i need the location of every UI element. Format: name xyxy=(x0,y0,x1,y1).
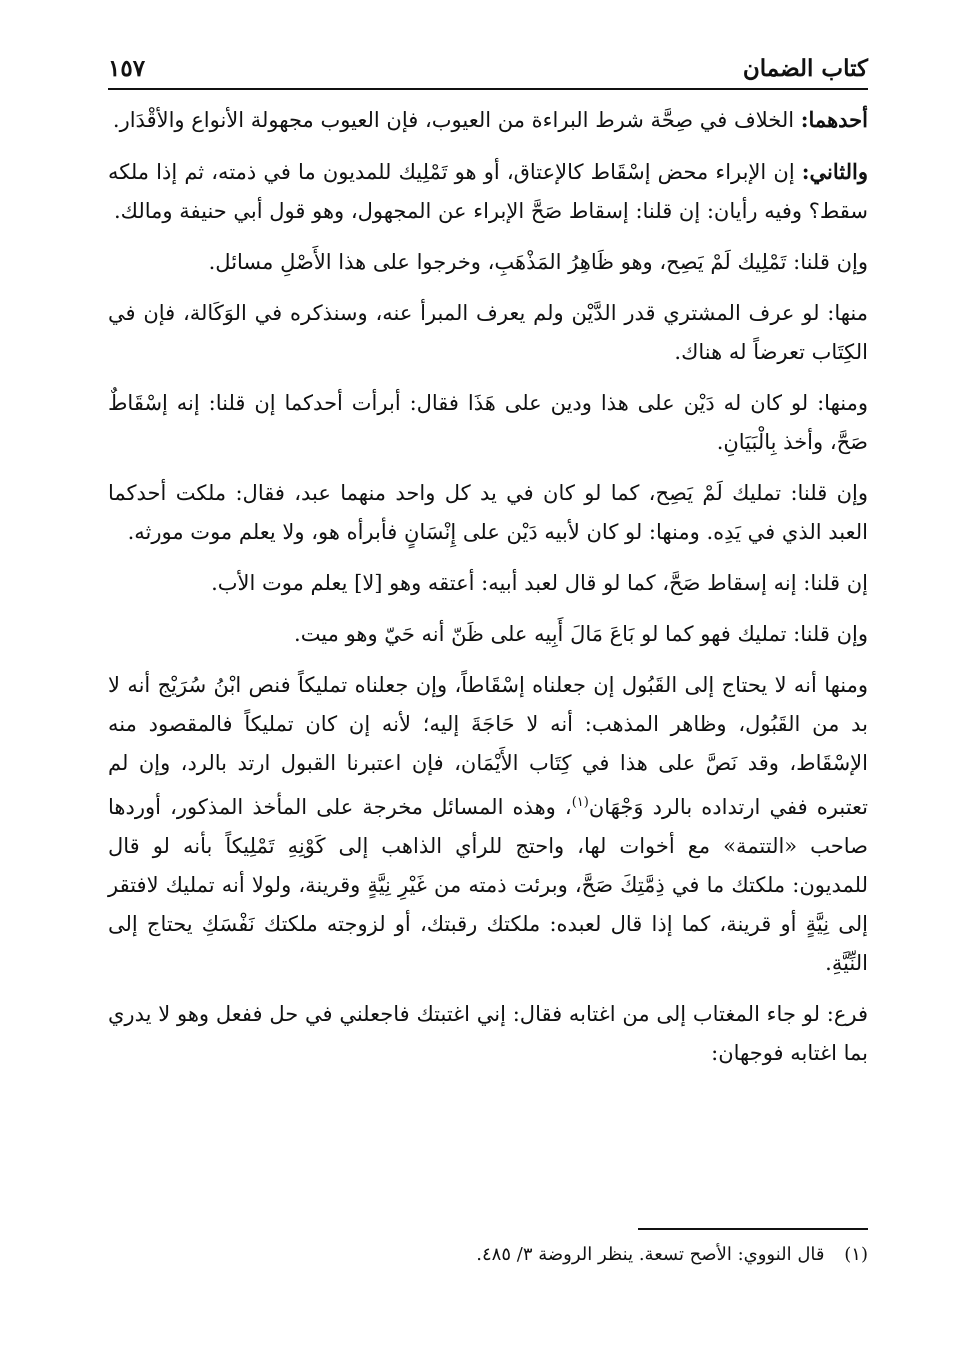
paragraph-9 xyxy=(108,666,868,983)
paragraph-7 xyxy=(108,564,868,603)
paragraph-4 xyxy=(108,294,868,372)
footnote-text: قال النووي: الأصح تسعة. ينظر الروضة ٣/ ٤٨٥. xyxy=(476,1244,825,1265)
paragraph-lead: أحدهما: xyxy=(800,107,868,132)
footnote xyxy=(108,1240,868,1270)
paragraph-text: الخلاف في صِحَّة شرط البراءة من العيوب، فإن العيوب مجهولة الأنواع والأقْدَار. xyxy=(112,108,801,132)
paragraph-text: ومنها: لو كان له دَيْن على هذا ودين على هَذَا فقال: أبرأت أحدكما إن قلنا: إنه إسْقَاطٌ صَحَّ، وأخذ بِالْبَيَانِ. xyxy=(108,391,868,454)
page-number: ١٥٧ xyxy=(108,55,146,82)
paragraph-text: وإن قلنا: تَمْلِيك لَمْ يَصِح، وهو ظَاهِرُ المَذْهَبِ، وخرجوا على هذا الأَصْلِ مسائل. xyxy=(208,250,868,274)
paragraph-text: إن قلنا: إنه إسقاط صَحَّ، كما لو قال لعبد أبيه: أعتقه وهو [لا] يعلم موت الأب. xyxy=(211,571,868,595)
paragraph-1 xyxy=(108,100,868,140)
paragraph-text: منها: لو عرف المشتري قدر الدَّيْن ولم يعرف المبرأ عنه، وسنذكره في الوَكَالة، فإن في الكِتَاب تعرضاً له هناك. xyxy=(108,301,868,364)
header-divider xyxy=(108,88,868,90)
paragraph-8 xyxy=(108,615,868,654)
paragraph-lead: والثاني: xyxy=(801,159,868,184)
paragraph-2 xyxy=(108,152,868,231)
footnote-reference[interactable]: (١) xyxy=(571,795,589,810)
paragraph-6 xyxy=(108,474,868,552)
paragraph-text: ومنها أنه لا يحتاج إلى القَبُول إن جعلناه إسْقَاطاً، وإن جعلناه تمليكاً فنص ابْنُ سُرَيْج أنه لا بد من القَبُول، وظاهر المذهب: أنه لا حَاجَةَ إليه؛ لأنه إن كان تمليكاً فالمقصود منه الإسْقَاط، وقد نَصَّ على هذا في كِتَاب الأَيْمَان، فإن اعتبرنا القبول ارتد بالرد، وإن لم تعتبره ففي ارتداده بالرد وَجْهَان xyxy=(108,673,869,819)
paragraph-10 xyxy=(108,995,868,1073)
paragraph-3 xyxy=(108,243,868,282)
paragraph-text: إن الإبراء محض إسْقَاط كالإعتاق، أو هو تَمْلِيك للمديون ما في ذمته، ثم إذا ملكه سقط؟ وفيه رأيان: إن قلنا: إسقاط صَحَّ الإبراء عن المجهول، وهو قول أبي حنيفة ومالك. xyxy=(108,160,868,223)
paragraph-text: فرع: لو جاء المغتاب إلى من اغتابه فقال: إني اغتبتك فاجعلني في حل ففعل وهو لا يدري بما اغتابه فوجهان: xyxy=(108,1002,868,1065)
running-title: كتاب الضمان xyxy=(742,55,868,82)
main-text xyxy=(108,100,868,1085)
footnote-marker: (١) xyxy=(844,1244,868,1265)
footnote-divider xyxy=(638,1228,868,1230)
paragraph-text-continued: ، وهذه المسائل مخرجة على المأخذ المذكور، أوردها صاحب «التتمة» مع أخوات لها، واحتج للرأي الذاهب إلى كَوْنِهِ تَمْلِيكاً بأنه لو قال للمديون: ملكتك ما في ذِمَّتِكَ صَحَّ، وبرئت ذمته من غَيْرِ نِيَّةٍ وقرينة، ولولا أنه تمليك لافتقر إلى نِيَّةٍ أو قرينة، كما إذا قال لعبده: ملكتك رقبتك، أو لزوجته ملكتك نَفْسَكِ يحتاج إلى النِّيَّةِ. xyxy=(108,795,868,975)
book-page xyxy=(108,30,868,1330)
page-header xyxy=(108,42,868,82)
paragraph-5 xyxy=(108,384,868,462)
paragraph-text: وإن قلنا: تمليك فهو كما لو بَاعَ مَالَ أَبِيه على ظَنّ أنه حَيّ وهو ميت. xyxy=(294,622,868,646)
paragraph-text: وإن قلنا: تمليك لَمْ يَصِح، كما لو كان في يد كل واحد منهما عبد، فقال: ملكت أحدكما العبد الذي في يَدِه. ومنها: لو كان لأبيه دَيْن على إِنْسَانٍ فأبرأه هو، ولا يعلم موت مورثه. xyxy=(108,481,868,544)
